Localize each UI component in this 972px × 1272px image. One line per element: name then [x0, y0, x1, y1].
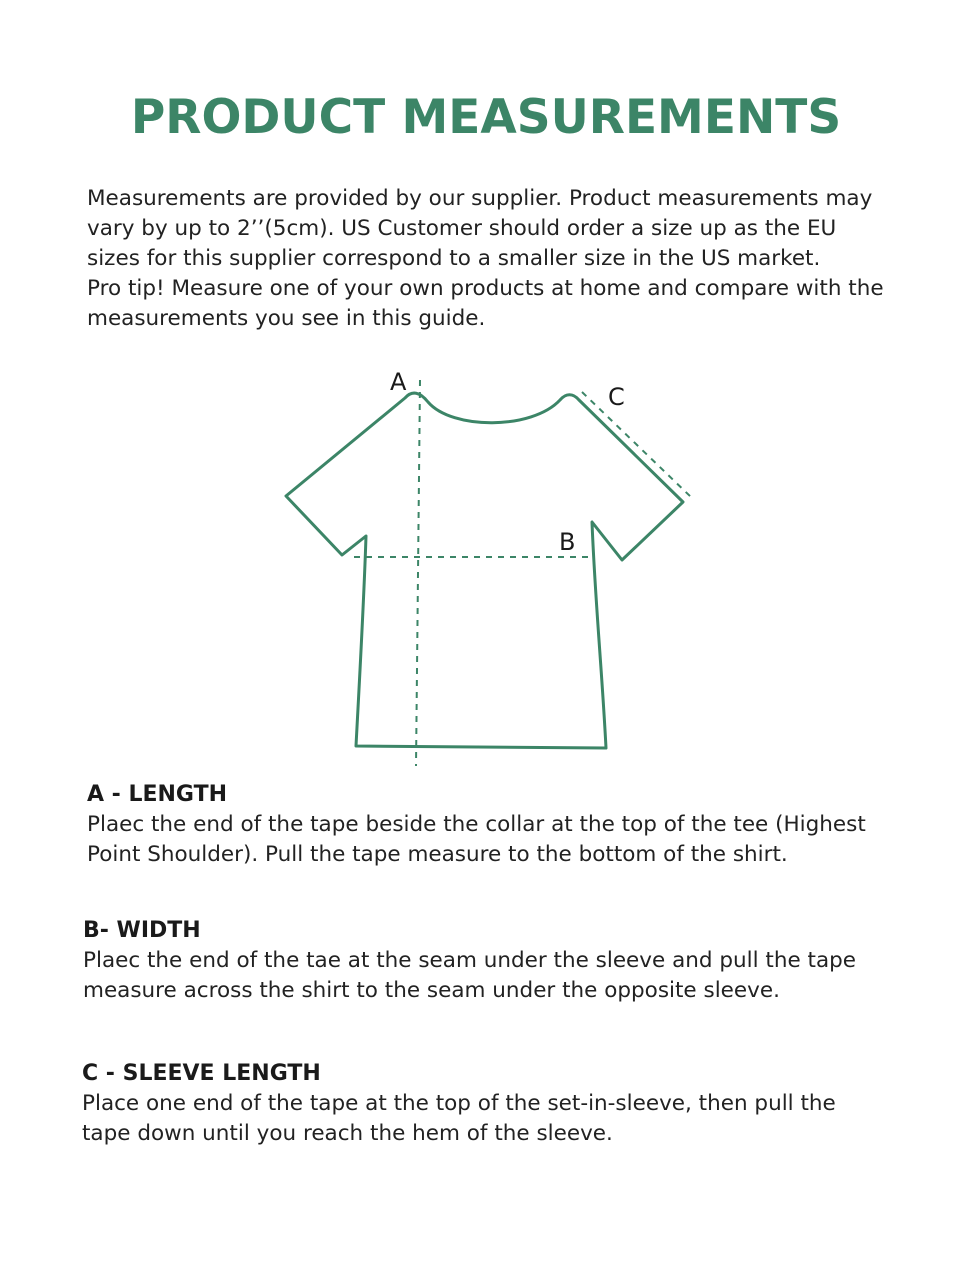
t-shirt-icon	[286, 393, 683, 748]
length-guide-line	[416, 380, 420, 766]
intro-line: measurements you see in this guide.	[87, 306, 486, 331]
intro-line: Pro tip! Measure one of your own products at home and compare with the	[87, 276, 884, 301]
section-heading: C - SLEEVE LENGTH	[82, 1061, 321, 1086]
section-line: measure across the shirt to the seam under the opposite sleeve.	[83, 978, 780, 1003]
intro-text	[87, 184, 917, 334]
label-c: C	[608, 383, 625, 411]
section-heading: A - LENGTH	[87, 782, 228, 807]
section-sleeve-length	[82, 1059, 912, 1149]
section-line: Plaec the end of the tae at the seam under the sleeve and pull the tape	[83, 948, 857, 973]
section-line: tape down until you reach the hem of the sleeve.	[82, 1121, 613, 1146]
page-title: PRODUCT MEASUREMENTS	[130, 90, 842, 145]
label-a: A	[390, 368, 407, 396]
sleeve-guide-line	[582, 392, 692, 498]
section-width	[83, 916, 913, 1006]
intro-line: vary by up to 2’’(5cm). US Customer should order a size up as the EU	[87, 216, 837, 241]
intro-line: sizes for this supplier correspond to a smaller size in the US market.	[87, 246, 821, 271]
section-heading: B- WIDTH	[83, 918, 201, 943]
t-shirt-diagram	[270, 360, 710, 780]
section-length	[87, 780, 917, 870]
section-line: Point Shoulder). Pull the tape measure to the bottom of the shirt.	[87, 842, 788, 867]
section-line: Plaec the end of the tape beside the collar at the top of the tee (Highest	[87, 812, 866, 837]
section-line: Place one end of the tape at the top of the set-in-sleeve, then pull the	[82, 1091, 836, 1116]
label-b: B	[559, 528, 576, 556]
intro-line: Measurements are provided by our supplier. Product measurements may	[87, 186, 873, 211]
